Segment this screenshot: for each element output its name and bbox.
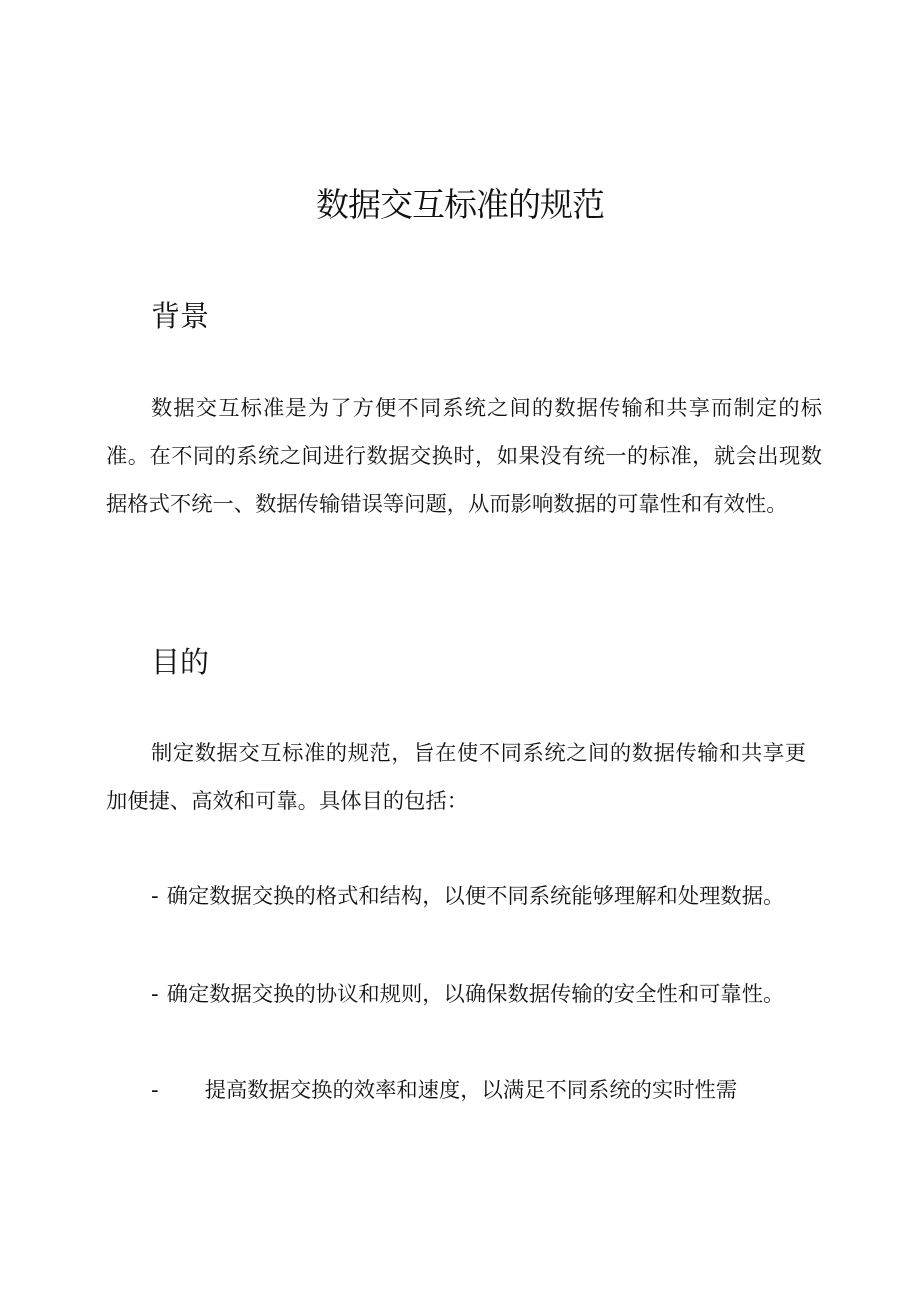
bullet-text: 确定数据交换的格式和结构，以便不同系统能够理解和处理数据。 [166,884,785,909]
section-heading-background: 背景 [151,299,210,333]
bullet-text: 提高数据交换的效率和速度，以满足不同系统的实时性需 [204,1078,738,1103]
purpose-paragraph: 制定数据交互标准的规范，旨在使不同系统之间的数据传输和共享更加便捷、高效和可靠。具体目的包括： [106,741,806,814]
bullet-dash: - [151,1078,159,1103]
section-heading-purpose: 目的 [151,645,210,679]
purpose-bullet-3 [106,1067,796,1115]
bullet-dash: - [151,982,159,1007]
bullet-dash: - [151,884,159,909]
purpose-bullet-2 [106,971,806,1019]
background-paragraph: 数据交互标准是为了方便不同系统之间的数据传输和共享而制定的标准。在不同的系统之间进行数据交换时，如果没有统一的标准，就会出现数据格式不统一、数据传输错误等问题，从而影响数据的可靠性和有效性。 [106,396,822,517]
page-title: 数据交互标准的规范 [316,185,604,224]
bullet-text: 确定数据交换的协议和规则，以确保数据传输的安全性和可靠性。 [166,982,785,1007]
purpose-bullet-1 [106,873,806,921]
